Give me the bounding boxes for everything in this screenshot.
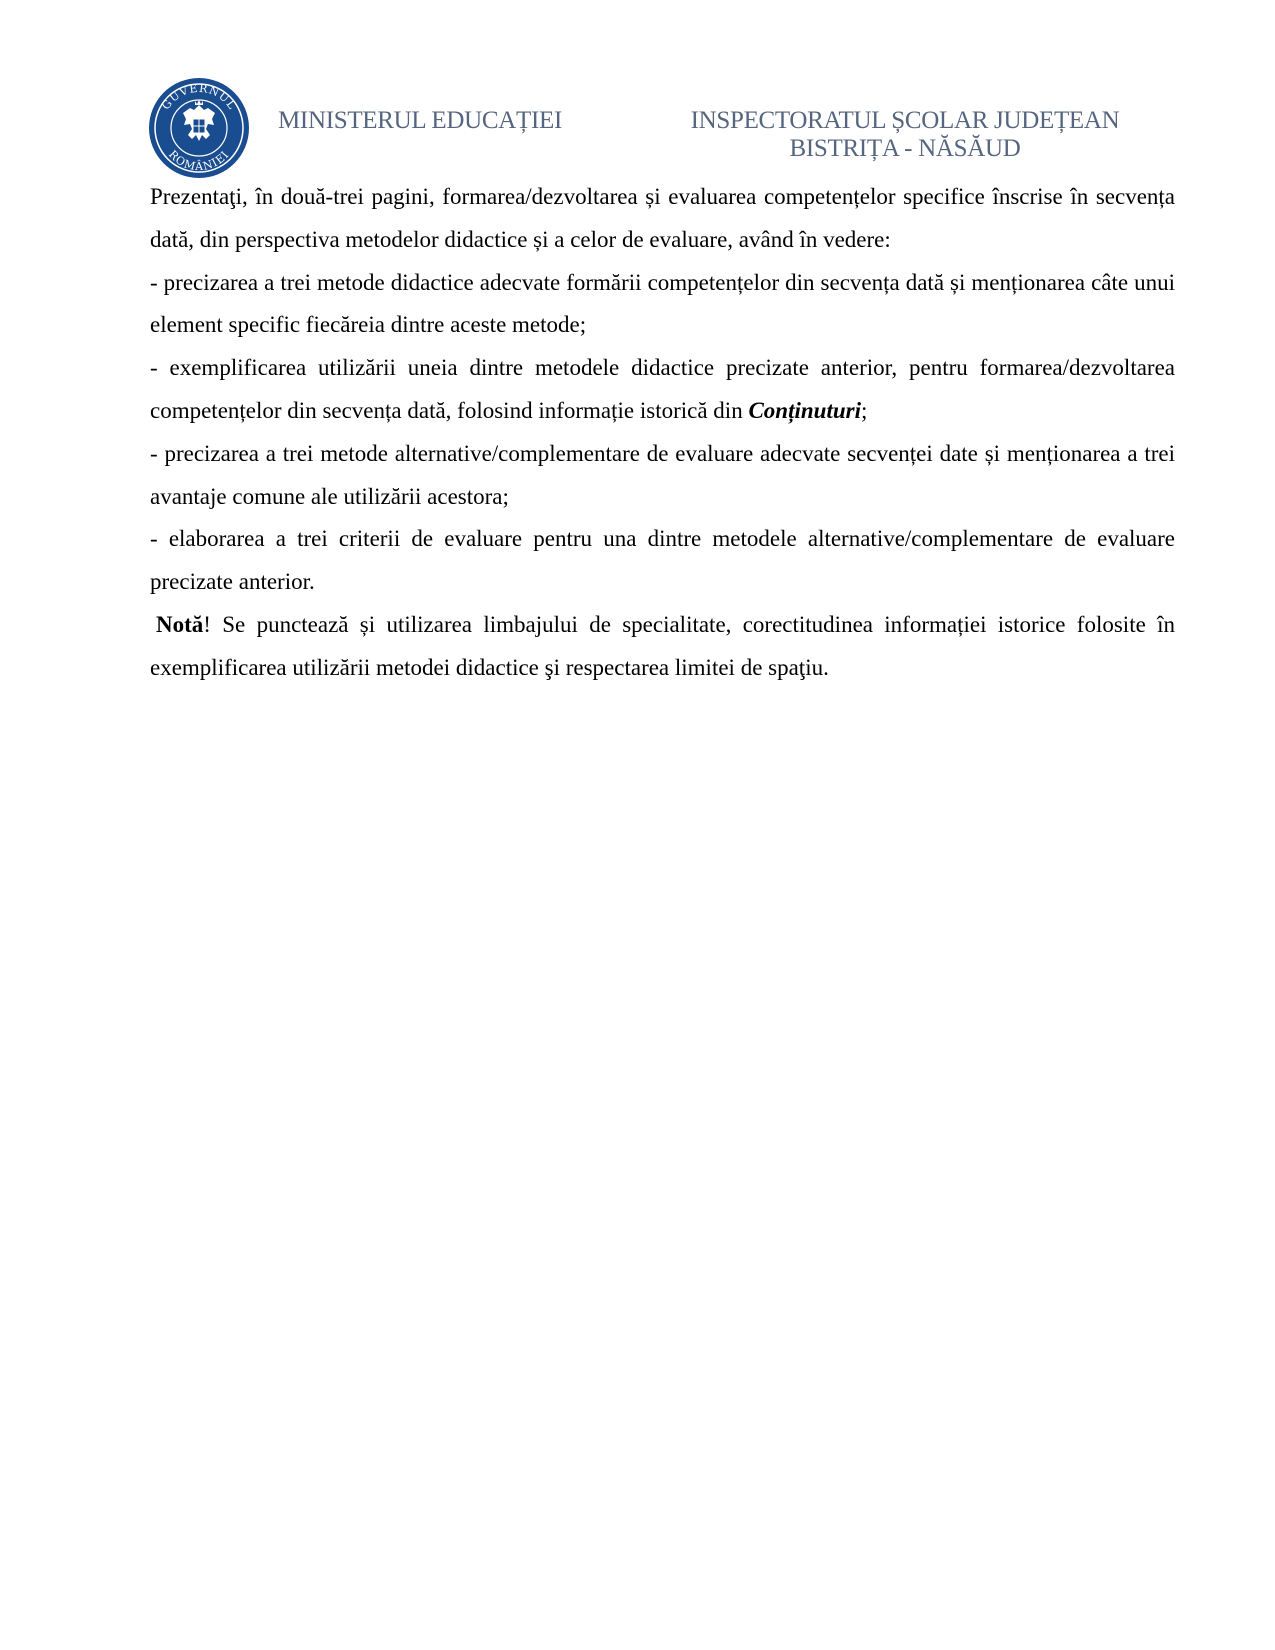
continuturi-emphasis: Conținuturi	[748, 397, 861, 423]
intro-paragraph: Prezentaţi, în două-trei pagini, formarea/dezvoltarea și evaluarea competențelor specifice înscrise în secvența dată, din perspectiva metodelor didactice și a celor de evaluare, având în vedere:	[150, 184, 1175, 252]
seal-bottom-text: ROMÂNIEI	[166, 147, 232, 174]
ministry-name: MINISTERUL EDUCAȚIEI	[278, 107, 563, 134]
requirement-item-2	[150, 347, 1175, 433]
seal-top-text: GUVERNUL	[159, 81, 239, 113]
requirement-item-1: - precizarea a trei metode didactice adecvate formării competențelor din secvența dată și menționarea câte unui element specific fiecăreia dintre aceste metode;	[150, 269, 1175, 338]
inspectorate-line-2: BISTRIȚA - NĂSĂUD	[789, 135, 1021, 162]
requirement-item-4: - elaborarea a trei criterii de evaluare pentru una dintre metodele alternative/complementare de evaluare precizate anterior.	[150, 526, 1175, 595]
inspectorate-line-1: INSPECTORATUL ȘCOLAR JUDEȚEAN	[690, 107, 1120, 134]
note-text: ! Se punctează și utilizarea limbajului de specialitate, corectitudinea informației istorice folosite în exemplificarea utilizării metodei didactice şi respectarea limitei de spaţiu.	[150, 611, 1175, 680]
seal-icon	[148, 77, 250, 179]
government-seal-logo	[148, 77, 250, 179]
note-label: Notă	[156, 611, 204, 637]
requirement-item-2-text: - exemplificarea utilizării uneia dintre metodele didactice precizate anterior, pentru formarea/dezvoltarea competențelor din secvența dată, folosind informație istorică din	[150, 355, 1175, 423]
task-text	[150, 176, 1175, 690]
requirement-item-3: - precizarea a trei metode alternative/complementare de evaluare adecvate secvenței date și menționarea a trei avantaje comune ale utilizării acestora;	[150, 440, 1175, 509]
inspectorate-name	[680, 107, 1130, 163]
note-paragraph	[150, 604, 1175, 690]
requirement-item-2-end: ;	[860, 397, 868, 423]
letterhead	[148, 77, 1138, 179]
